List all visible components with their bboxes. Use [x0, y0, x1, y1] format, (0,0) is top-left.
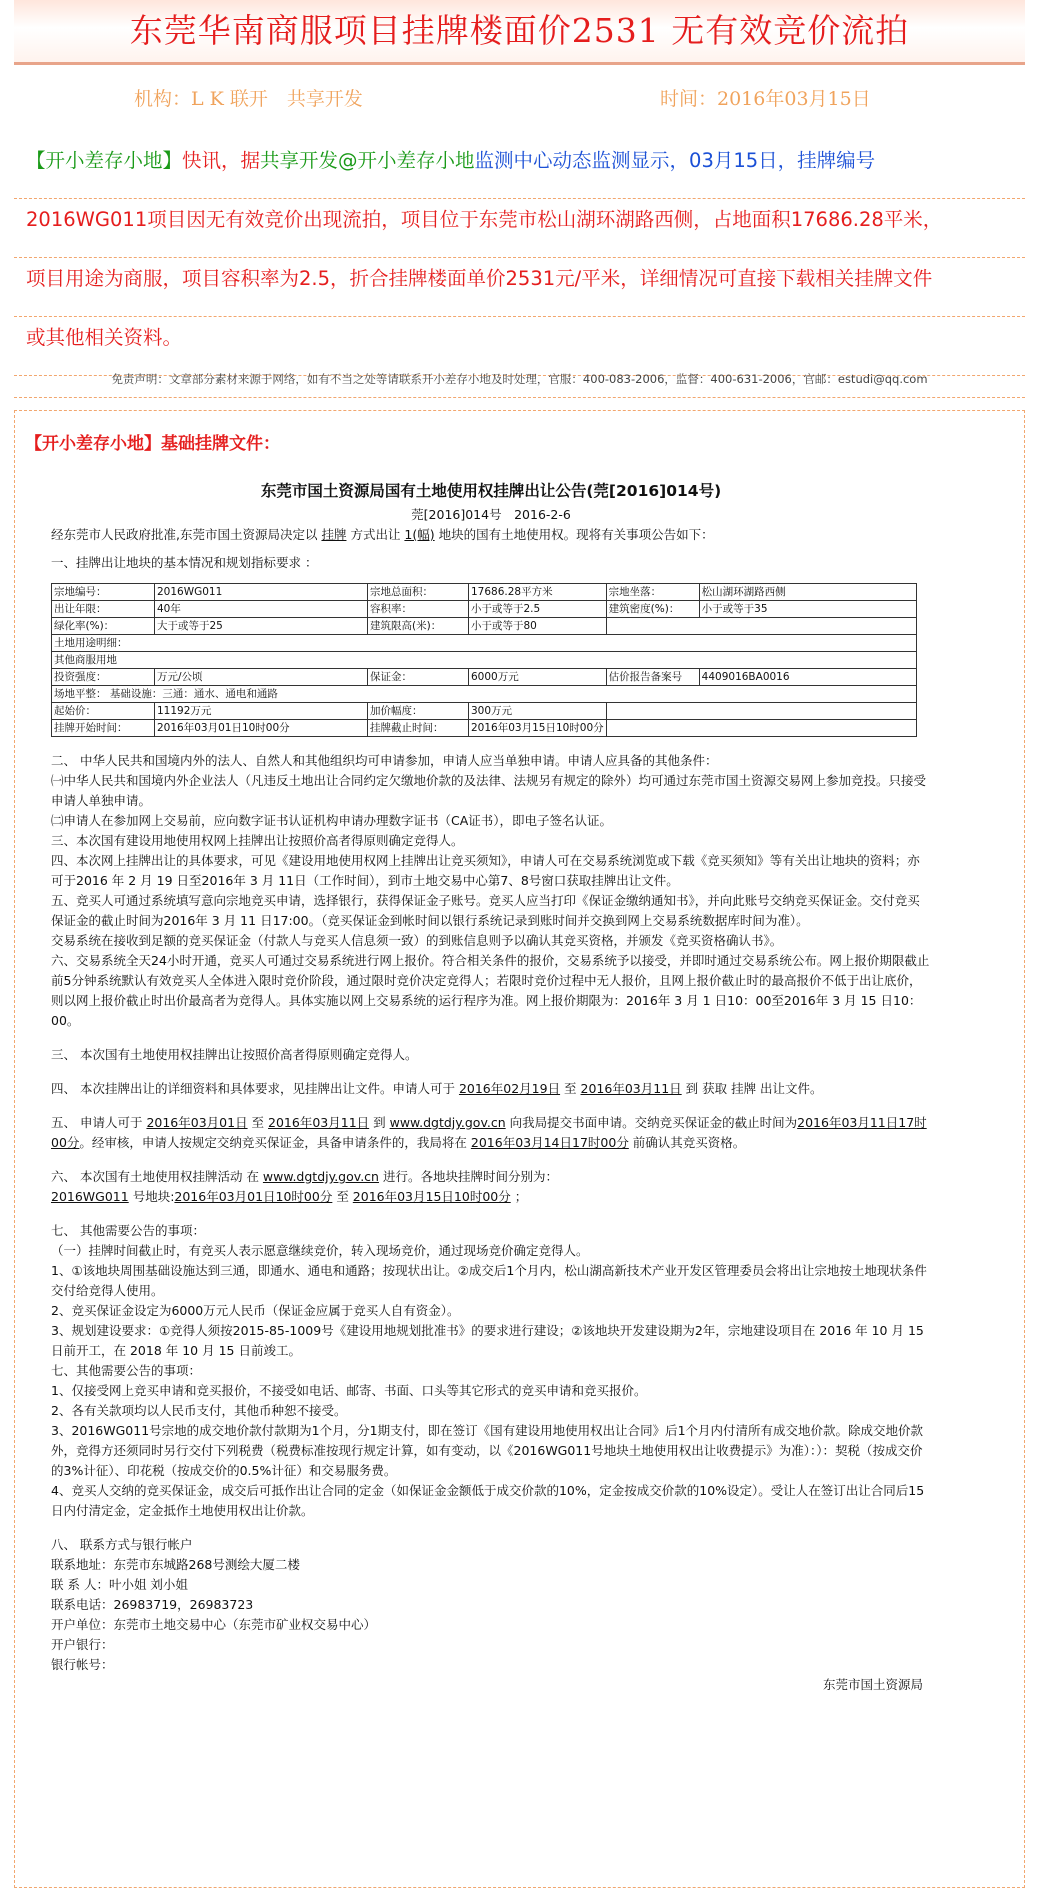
paragraph: 五、竞买人可通过系统填写意向宗地竞买申请，选择银行，获得保证金子账号。竞买人应当打印《保证金缴纳通知书》，并向此账号交纳竞买保证金。交付竞买保证金的截止时间为2016年 3 月 11 日17:00。（竞买保证金到帐时间以银行系统记录到账时间并交换到网上交易系统数据库时间为准）。 [51, 893, 920, 928]
table-row: 宗地编号： 2016WG011 宗地总面积： 17686.28平方米 宗地坐落： 松山湖环湖路西侧 [52, 584, 917, 601]
website-link[interactable]: www.dgtdjy.gov.cn [389, 1115, 506, 1130]
paragraph: 五、 申请人可于 2016年03月01日 至 2016年03月11日 到 www.dgtdjy.gov.cn 向我局提交书面申请。交纳竞买保证金的截止时间为2016年03月11日17时00分。经审核，申请人按规定交纳竞买保证金，具备申请条件的，我局将在 2016年03月14日17时00分 前确认其竞买资格。 [51, 1115, 927, 1150]
news-link[interactable]: 共享开发@开小差存小地 [260, 149, 475, 172]
table-row: 其他商服用地 [52, 652, 917, 669]
news-text-blue: 监测中心动态监测显示，03月15日，挂牌编号 [474, 149, 876, 172]
news-line: 项目用途为商服，项目容积率为2.5，折合挂牌楼面单价2531元/平米，详细情况可直接下载相关挂牌文件 [14, 258, 1025, 317]
paragraph: 七、其他需要公告的事项： [51, 1363, 202, 1378]
paragraph: 开户单位：东莞市土地交易中心（东莞市矿业权交易中心） [51, 1617, 377, 1632]
intro-paragraph: 经东莞市人民政府批准,东莞市国土资源局决定以 挂牌 方式出让 1(幅) 地块的国有土地使用权。现将有关事项公告如下： [51, 527, 714, 542]
paragraph: 2、各有关款项均以人民币支付，其他币种恕不接受。 [51, 1403, 347, 1418]
meta-time: 时间：2016年03月15日 [660, 88, 871, 110]
website-link[interactable]: www.dgtdjy.gov.cn [262, 1169, 379, 1184]
paragraph: 4、竞买人交纳的竞买保证金，成交后可抵作出让合同的定金（如保证金金额低于成交价款的10%，定金按成交价款的10%设定）。受让人在签订出让合同后15日内付清定金，定金抵作土地使用权出让价款。 [51, 1483, 925, 1518]
paragraph: ㈡申请人在参加网上交易前，应向数字证书认证机构申请办理数字证书（CA证书），即电子签名认证。 [51, 813, 613, 828]
table-row: 出让年限： 40年 容积率： 小于或等于2.5 建筑密度(%)： 小于或等于35 [52, 601, 917, 618]
document-box [14, 410, 1025, 1888]
paragraph: 二、 中华人民共和国境内外的法人、自然人和其他组织均可申请参加，申请人应当单独申请。申请人应具备的其他条件： [51, 753, 718, 768]
paragraph: 联系地址：东莞市东城路268号测绘大厦二楼 [51, 1557, 300, 1572]
paragraph: 三、本次国有建设用地使用权网上挂牌出让按照价高者得原则确定竞得人。 [51, 833, 464, 848]
paragraph: 3、2016WG011号宗地的成交地价款付款期为1个月，分1期支付，即在签订《国有建设用地使用权出让合同》后1个月内付清所有成交地价款。除成交地价款外，竞得方还须同时另行交付下列税费（税费标准按现行规定计算，如有变动，以《2016WG011号地块土地使用权出让收费提示》为准）：）：契税（按成交价的3%计征）、印花税（按成交价的0.5%计征）和交易服务费。 [51, 1423, 924, 1478]
paragraph: 四、本次网上挂牌出让的具体要求，可见《建设用地使用权网上挂牌出让竞买须知》，申请人可在交易系统浏览或下载《竞买须知》等有关出让地块的资料；亦可于2016 年 2 月 19 日至2016年 3 月 11日（工作时间），到市土地交易中心第7、8号窗口获取挂牌出让文件。 [51, 853, 920, 888]
paragraph: 八、 联系方式与银行帐户 [51, 1537, 193, 1552]
table-row: 投资强度： 万元/公顷 保证金： 6000万元 估价报告备案号 4409016BA0016 [52, 669, 917, 686]
announcement-title: 东莞市国土资源局国有土地使用权挂牌出让公告(莞[2016]014号) [260, 482, 722, 500]
table-row: 挂牌开始时间： 2016年03月01日10时00分 挂牌截止时间： 2016年03月15日10时00分 [52, 720, 917, 737]
paragraph: 1、仅接受网上竞买申请和竞买报价，不接受如电话、邮寄、书面、口头等其它形式的竞买申请和竞买报价。 [51, 1383, 647, 1398]
news-block [14, 140, 1025, 376]
table-row: 土地用途明细： [52, 635, 917, 652]
news-source-tag: 【开小差存小地】 [26, 149, 183, 172]
parcel-table [51, 583, 917, 737]
section-1-heading: 一、挂牌出让地块的基本情况和规划指标要求 ： [51, 555, 318, 570]
meta-org: 机构：L K 联开 共享开发 [134, 88, 363, 110]
paragraph: 2、竞买保证金设定为6000万元人民币（保证金应属于竞买人自有资金）。 [51, 1303, 460, 1318]
paragraph: 3、规划建设要求：①竞得人须按2015-85-1009号《建设用地规划批准书》的要求进行建设；②该地块开发建设期为2年，宗地建设项目在 2016 年 10 月 15 日前开工，在 2018 年 10 月 15 日前竣工。 [51, 1323, 924, 1358]
signature-org: 东莞市国土资源局 [822, 1677, 923, 1692]
paragraph: 联系电话：26983719，26983723 [51, 1597, 254, 1612]
paragraph: 1、①该地块周围基础设施达到三通，即通水、通电和通路；按现状出让。②成交后1个月内，松山湖高新技术产业开发区管理委员会将出让宗地按土地现状条件交付给竞得人使用。 [51, 1263, 927, 1298]
title-bar [14, 0, 1025, 65]
announcement-subtitle: 莞[2016]014号 2016-2-6 [411, 507, 571, 522]
news-line [14, 140, 1025, 199]
news-text: 快讯，据 [182, 149, 261, 172]
news-line: 或其他相关资料。 [14, 317, 1025, 376]
page-title: 东莞华南商服项目挂牌楼面价2531 无有效竞价流拍 [129, 11, 910, 50]
table-row: 起始价： 11192万元 加价幅度： 300万元 [52, 703, 917, 720]
disclaimer: 免责声明：文章部分素材来源于网络，如有不当之处等请联系开小差存小地及时处理，官服：400-083-2006，监督：400-631-2006，官邮：estudi@qq.com [14, 371, 1025, 398]
paragraph: 开户银行： [51, 1637, 114, 1652]
paragraph: 六、交易系统全天24小时开通，竞买人可通过交易系统进行网上报价。符合相关条件的报价，交易系统予以接受，并即时通过交易系统公布。网上报价期限截止前5分钟系统默认有效竞买人全体进入限时竞价阶段，通过限时竞价决定竞得人；若限时竞价过程中无人报价，且网上报价截止时的最高报价不低于出让底价，则以网上报价截止时出价最高者为竞得人。具体实施以网上交易系统的运行程序为准。网上报价期限为：2016年 3 月 1 日10：00至2016年 3 月 15 日10：00。 [51, 953, 930, 1028]
paragraph: 六、 本次国有土地使用权挂牌活动 在 www.dgtdjy.gov.cn 进行。各地块挂牌时间分别为： 2016WG011 号地块:2016年03月01日10时00分 至 2016年03月15日10时00分 ； [51, 1169, 558, 1204]
paragraph: 四、 本次挂牌出让的详细资料和具体要求，见挂牌出让文件。申请人可于 2016年02月19日 至 2016年03月11日 到 获取 挂牌 出让文件。 [51, 1081, 823, 1096]
paragraph: （一）挂牌时间截止时，有竞买人表示愿意继续竞价，转入现场竞价，通过现场竞价确定竞得人。 [51, 1243, 589, 1258]
paragraph: 交易系统在接收到足额的竞买保证金（付款人与竞买人信息须一致）的到账信息则予以确认其竞买资格，并颁发《竞买资格确认书》。 [51, 933, 783, 948]
document-section-title: 【开小差存小地】基础挂牌文件： [25, 434, 280, 454]
paragraph: 三、 本次国有土地使用权挂牌出让按照价高者得原则确定竞得人。 [51, 1047, 418, 1062]
announcement-document [51, 481, 931, 1695]
paragraph: ㈠中华人民共和国境内外企业法人（凡违反土地出让合同约定欠缴地价款的及法律、法规另有规定的除外）均可通过东莞市国土资源交易网上参加竞投。只接受申请人单独申请。 [51, 773, 927, 808]
table-row: 场地平整： 基础设施：三通：通水、通电和通路 [52, 686, 917, 703]
table-row: 绿化率(%)： 大于或等于25 建筑限高(米)： 小于或等于80 [52, 618, 917, 635]
paragraph: 七、 其他需要公告的事项： [51, 1223, 205, 1238]
news-line: 2016WG011项目因无有效竞价出现流拍，项目位于东莞市松山湖环湖路西侧，占地面积17686.28平米， [14, 199, 1025, 258]
paragraph: 银行帐号： [51, 1657, 114, 1672]
paragraph: 联 系 人：叶小姐 刘小姐 [51, 1577, 188, 1592]
